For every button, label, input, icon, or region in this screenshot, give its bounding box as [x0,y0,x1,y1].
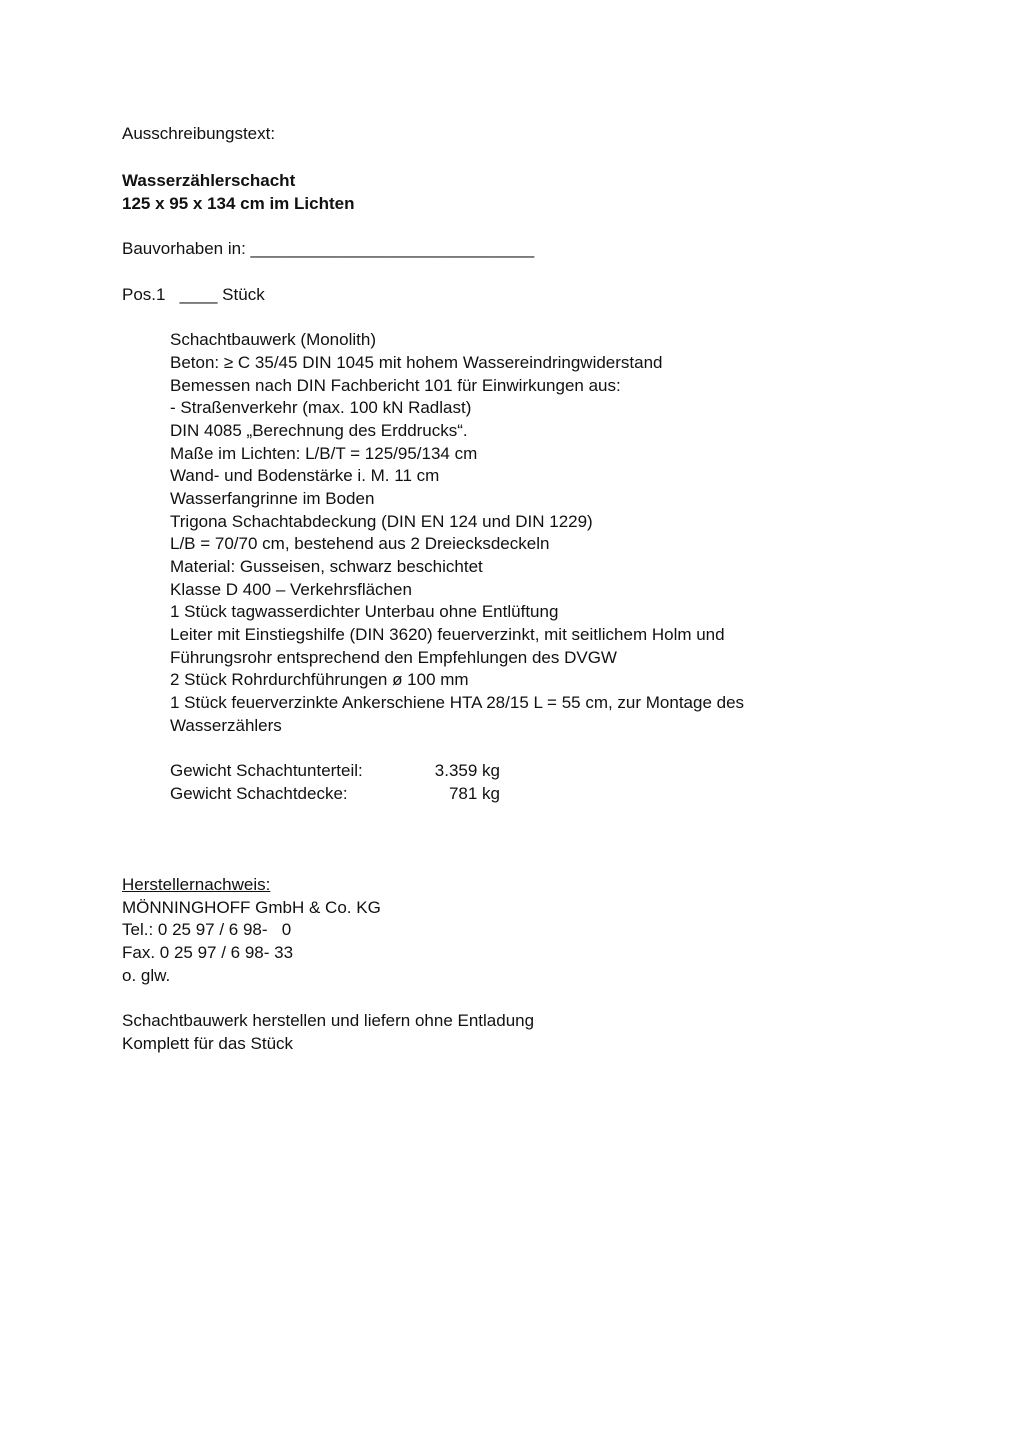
spec-line: Wasserzählers [170,716,282,735]
document-title: Wasserzählerschacht [122,171,296,190]
manufacturer-name: MÖNNINGHOFF GmbH & Co. KG [122,898,381,917]
weight-value: 3.359 kg [434,761,500,780]
weight-label: Gewicht Schachtunterteil: [170,761,363,780]
tender-text-label: Ausschreibungstext: [122,124,276,143]
footer-line: Schachtbauwerk herstellen und liefern ohne Entladung [122,1011,535,1030]
manufacturer-tel: Tel.: 0 25 97 / 6 98- 0 [122,920,292,939]
document-subtitle: 125 x 95 x 134 cm im Lichten [122,194,355,213]
spec-line: Material: Gusseisen, schwarz beschichtet [170,557,483,576]
spec-line: Leiter mit Einstiegshilfe (DIN 3620) feuerverzinkt, mit seitlichem Holm und [170,625,725,644]
spec-line: Führungsrohr entsprechend den Empfehlungen des DVGW [170,648,617,667]
manufacturer-alternative: o. glw. [122,966,171,985]
spec-line: DIN 4085 „Berechnung des Erddrucks“. [170,421,468,440]
footer-line: Komplett für das Stück [122,1034,294,1053]
spec-line: Beton: ≥ C 35/45 DIN 1045 mit hohem Wassereindringwiderstand [170,353,663,372]
manufacturer-fax: Fax. 0 25 97 / 6 98- 33 [122,943,294,962]
manufacturer-heading: Herstellernachweis: [122,875,271,894]
spec-line: 1 Stück feuerverzinkte Ankerschiene HTA 28/15 L = 55 cm, zur Montage des [170,693,745,712]
spec-line: Trigona Schachtabdeckung (DIN EN 124 und DIN 1229) [170,512,593,531]
spec-line: Klasse D 400 – Verkehrsflächen [170,580,412,599]
weight-label: Gewicht Schachtdecke: [170,784,348,803]
spec-line: Schachtbauwerk (Monolith) [170,330,376,349]
spec-line: Bemessen nach DIN Fachbericht 101 für Einwirkungen aus: [170,376,621,395]
spec-line: L/B = 70/70 cm, bestehend aus 2 Dreiecksdeckeln [170,534,550,553]
spec-line: Wasserfangrinne im Boden [170,489,375,508]
spec-line: - Straßenverkehr (max. 100 kN Radlast) [170,398,472,417]
spec-line: 1 Stück tagwasserdichter Unterbau ohne Entlüftung [170,602,559,621]
project-line: Bauvorhaben in: ______________________________ [122,239,535,258]
spec-line: Maße im Lichten: L/B/T = 125/95/134 cm [170,444,478,463]
weight-value: 781 kg [448,784,500,803]
spec-line: 2 Stück Rohrdurchführungen ø 100 mm [170,670,469,689]
spec-line: Wand- und Bodenstärke i. M. 11 cm [170,466,440,485]
position-line: Pos.1 ____ Stück [122,285,265,304]
